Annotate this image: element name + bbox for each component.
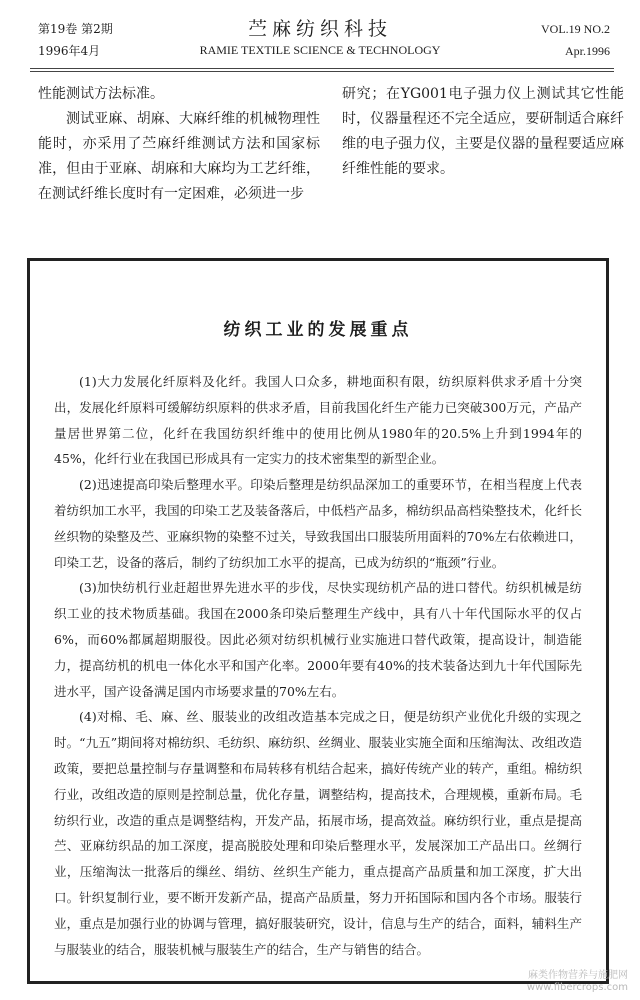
box-paragraph: (4)对棉、毛、麻、丝、服装业的改组改造基本完成之日，便是纺织产业优化升级的实现之时。“九五”期间将对棉纺织、毛纺织、麻纺织、丝绸业、服装业实施全面和压缩淘汰、改组改造政策，要把总量控制与存量调整和布局转移有机结合起来，搞好传统产业的转产，重组。棉纺织行业，改组改造的原则是控制总量，优化存量，调整结构，提高技术，合理规模，重新布局。毛纺织行业，改造的重点是调整结构，开发产品，拓展市场，提高效益。麻纺织行业，重点是提高苎、亚麻纺织品的加工深度，提高脱胶处理和印染后整理水平，发展深加工产品出口。丝绸行业，压缩淘汰一批落后的缫丝、绢纺、丝织生产能力，重点提高产品质量和加工深度，扩大出口。针织复制行业，要不断开发新产品，提高产品质量，努力开拓国际和国内各个市场。服装行业，重点是加强行业的协调与管理，搞好服装研究，设计，信息与生产的结合，面料，辅料生产与服装业的结合，服装机械与服装生产的结合，生产与销售的结合。	[54, 709, 582, 957]
header-rule	[30, 68, 614, 72]
box-paragraph: (3)加快纺机行业赶超世界先进水平的步伐，尽快实现纺机产品的进口替代。纺织机械是纺织工业的技术物质基础。我国在2000条印染后整理生产线中，具有八十年代国际水平的仅占6%，而60%都属超期服役。因此必须对纺织机械行业实施进口替代政策，提高设计，制造能力，提高纺机的机电一体化水平和国产化率。2000年要有40%的技术装备达到九十年代国际先进水平，国产设备满足国内市场要求量的70%左右。	[54, 580, 582, 699]
sidebar-box	[27, 258, 609, 984]
watermark-line: 麻类作物营养与施肥网	[528, 970, 628, 981]
journal-title-cn: 苎麻纺织科技	[247, 18, 392, 40]
paragraph: 测试亚麻、胡麻、大麻纤维的机械物理性能时，亦采用了苎麻纤维测试方法和国家标准，但由于亚麻、胡麻和大麻均为工艺纤维，在测试纤维长度时有一定困难，必须进一步	[38, 111, 320, 202]
paragraph: 性能测试方法标准。	[38, 86, 164, 102]
box-paragraph: (1)大力发展化纤原料及化纤。我国人口众多，耕地面积有限，纺织原料供求矛盾十分突出，发展化纤原料可缓解纺织原料的供求矛盾，目前我国化纤生产能力已突破300万元，产品产量居世界第二位，化纤在我国纺织纤维中的使用比例从1980年的20.5%上升到1994年的45%，化纤行业在我国已形成具有一定实力的技术密集型的新型企业。	[54, 374, 582, 467]
page-header	[0, 0, 640, 68]
volume-issue-en: VOL.19 NO.2	[541, 22, 610, 36]
date-cn: 1996年4月	[38, 44, 101, 58]
left-column	[38, 82, 320, 207]
box-paragraph: (2)迅速提高印染后整理水平。印染后整理是纺织品深加工的重要环节，在相当程度上代表着纺织加工水平，我国的印染工艺及装备落后，中低档产品多，棉纺织品高档染整技术，化纤长丝织物的染整及苎、亚麻织物的染整不过关，导致我国出口服装所用面料的70%左右依赖进口，印染工艺，设备的落后，制约了纺织加工水平的提高，已成为纺织的“瓶颈”行业。	[54, 477, 582, 570]
volume-issue-cn: 第19卷 第2期	[38, 22, 113, 36]
watermark	[527, 970, 628, 994]
header-right	[541, 18, 610, 62]
right-column	[342, 82, 624, 182]
box-title: 纺织工业的发展重点	[223, 320, 413, 340]
journal-title	[150, 16, 490, 58]
box-body	[54, 369, 582, 962]
date-en: Apr.1996	[565, 44, 610, 58]
journal-title-en: RAMIE TEXTILE SCIENCE & TECHNOLOGY	[199, 43, 441, 57]
watermark-line: www.fibercrops.com	[526, 982, 628, 993]
header-left	[38, 18, 113, 62]
paragraph: 研究；在YG001电子强力仪上测试其它性能时，仪器量程还不完全适应，要研制适合麻纤维的电子强力仪，主要是仪器的量程要适应麻纤维性能的要求。	[342, 86, 624, 177]
